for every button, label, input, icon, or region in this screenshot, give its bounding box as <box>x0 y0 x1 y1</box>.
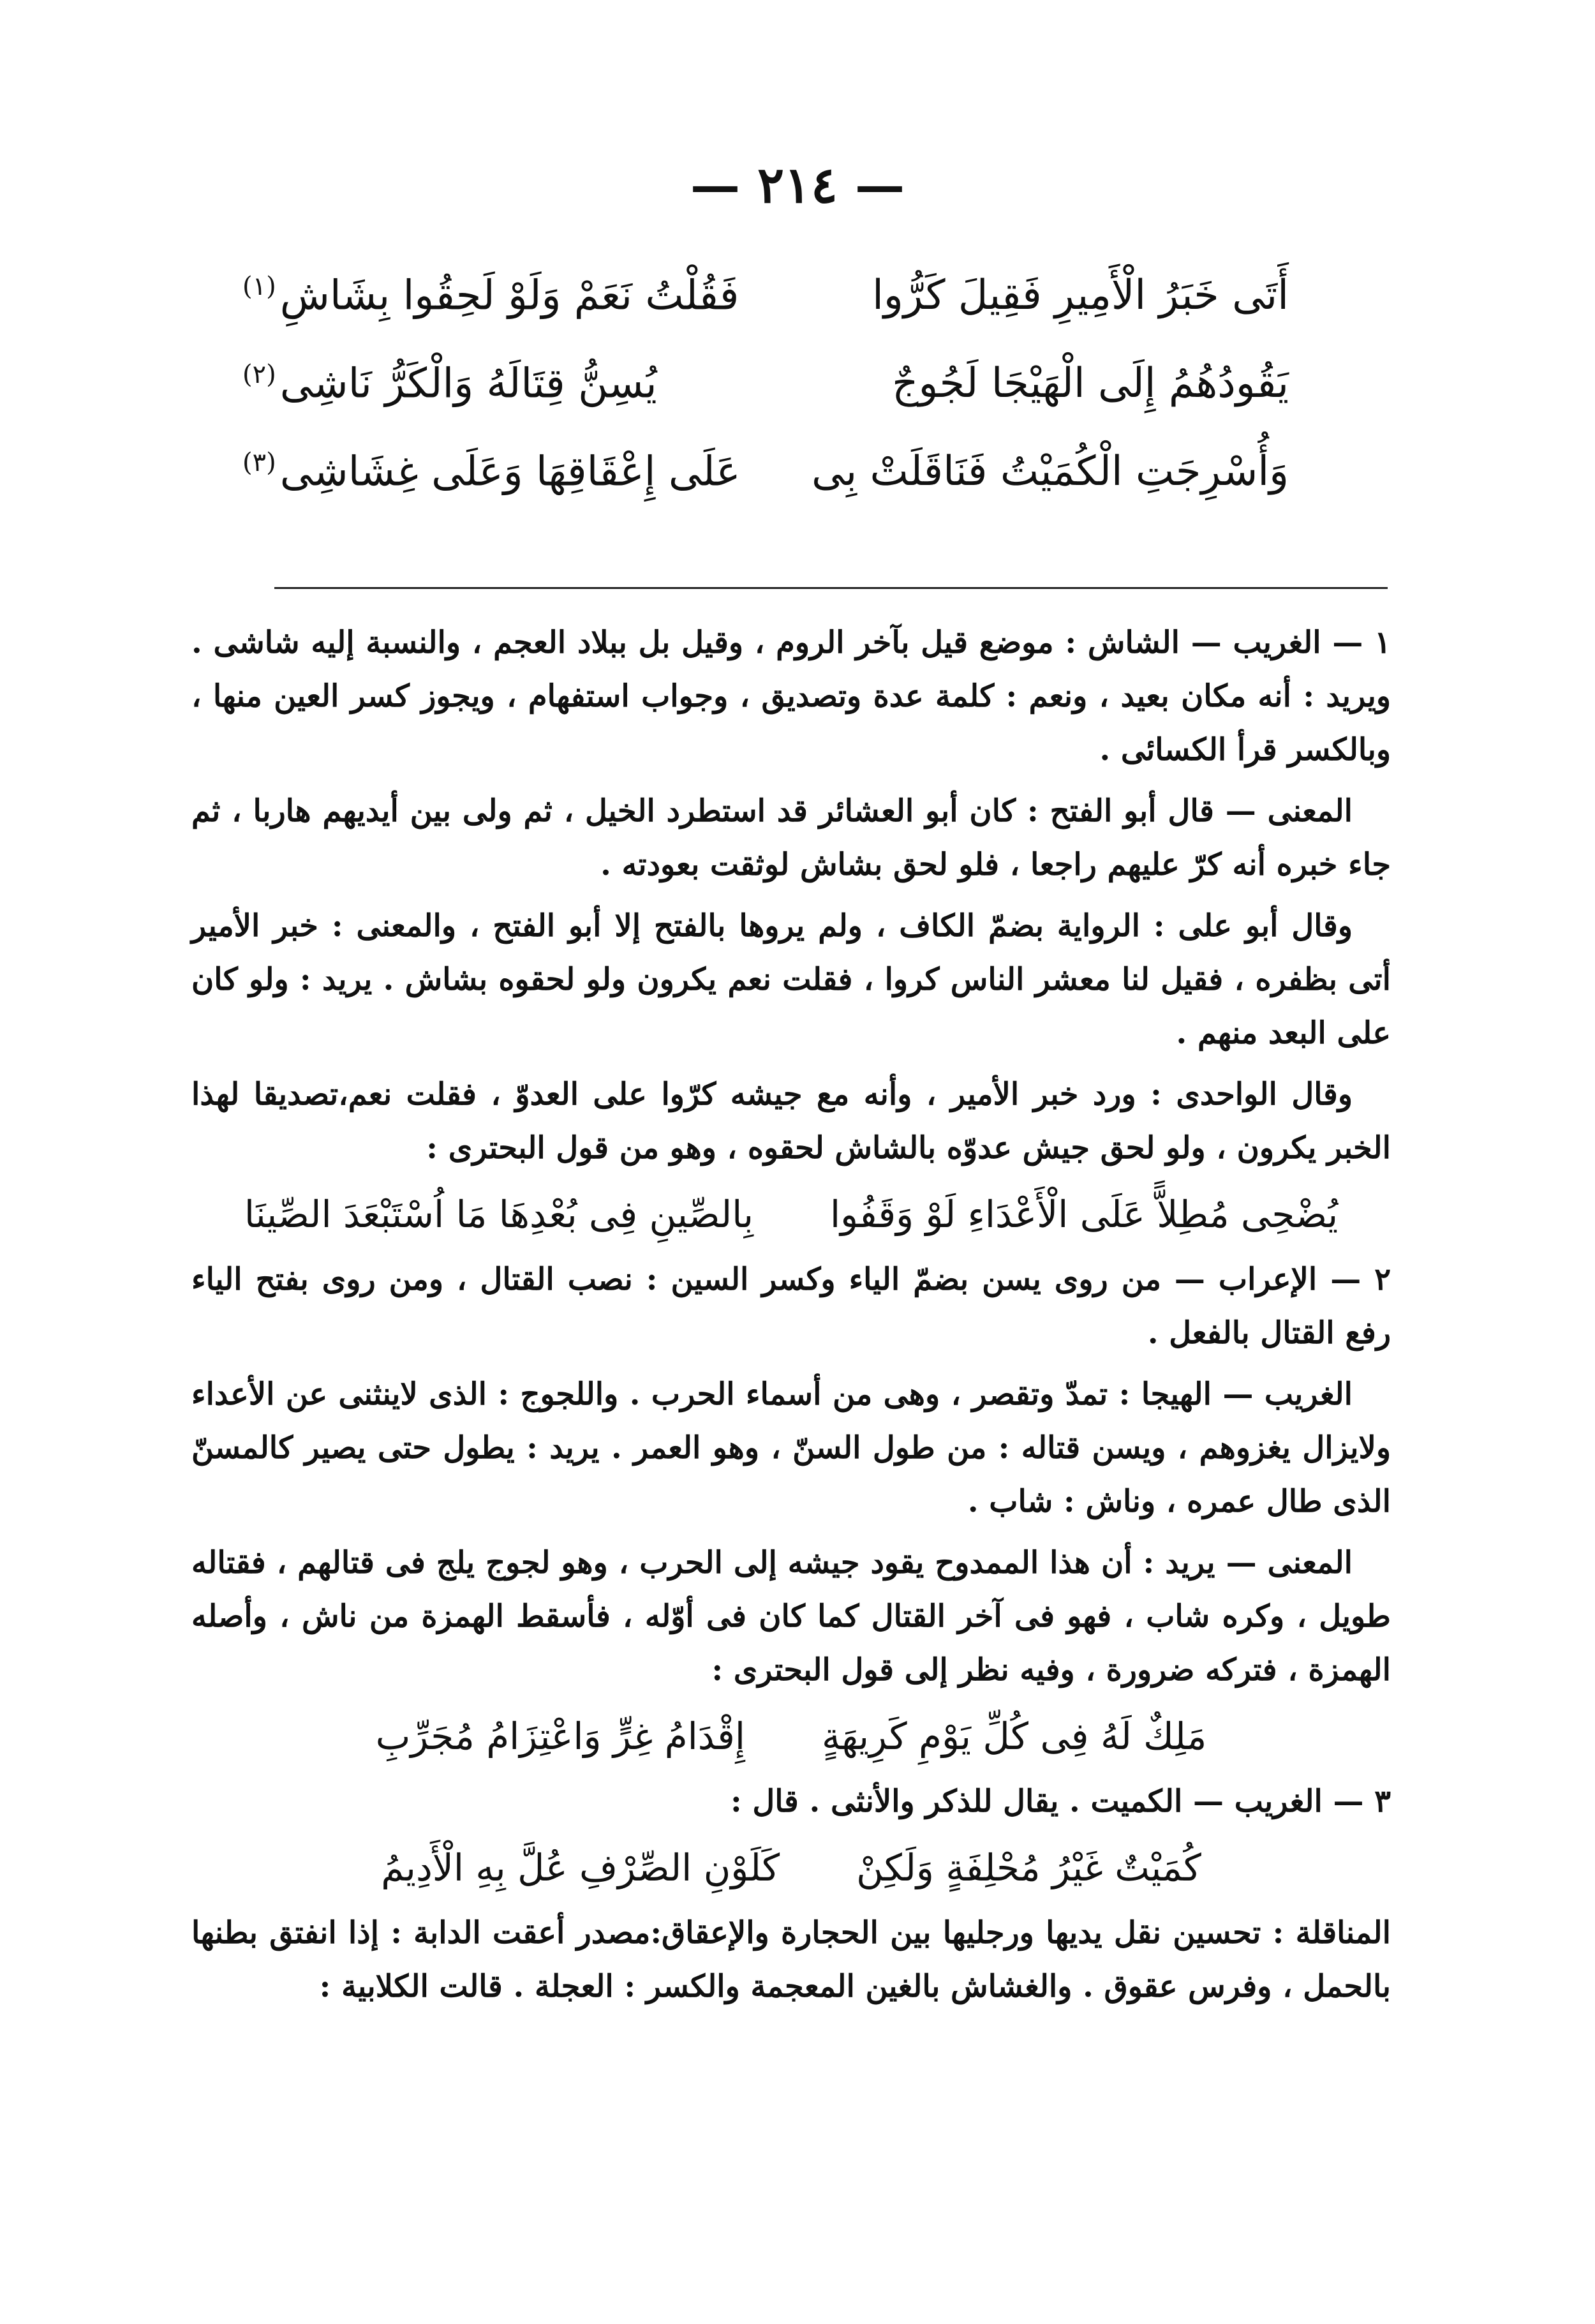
note-paragraph: الغريب — الهيجا : تمدّ وتقصر ، وهى من أسماء الحرب . واللجوج : الذى لاينثنى عن الأعداء ولايزال يغزوهم ، ويسن قتاله : من طول السنّ ، وهو العمر . يريد : يطول حتى يصير كالمسنّ الذى طال عمره ، وناش : شاب . <box>191 1376 1391 1519</box>
separator-rule <box>274 587 1388 589</box>
verse-second-hemistich: عَلَى إِعْقَاقِهَا وَعَلَى غِشَاشِى$^{(٣)}$ <box>242 448 741 496</box>
note-paragraph: وقال الواحدى : ورد خبر الأمير ، وأنه مع جيشه كرّوا على العدوّ ، فقلت نعم،تصديقا لهذا الخبر يكرون ، ولو لحق جيش عدوّه بالشاش لحقوه ، وهو من قول البحترى : <box>191 1076 1391 1166</box>
quoted-verse <box>191 1836 1391 1900</box>
poem-verses <box>242 242 1289 507</box>
note-paragraph: المعنى — قال أبو الفتح : كان أبو العشائر قد استطرد الخيل ، ثم ولى بين أيديهم هاربا ، ثم جاء خبره أنه كرّ عليهم راجعا ، فلو لحق بشاش لوثقت بعودته . <box>191 793 1391 883</box>
quoted-verse-second-hemistich: كَلَوْنِ الصِّرْفِ عُلَّ بِهِ الْأَدِيمُ <box>381 1846 780 1889</box>
quoted-verse-first-hemistich: يُضْحِى مُطِلاًّ عَلَى الْأَعْدَاءِ لَوْ وَقَفُوا <box>829 1193 1339 1236</box>
verse-second-hemistich: فَقُلْتُ نَعَمْ وَلَوْ لَحِقُوا بِشَاشِ$^{(١)}$ <box>242 272 739 320</box>
quoted-verse <box>191 1182 1391 1246</box>
quoted-verse <box>191 1704 1391 1768</box>
verse-first-hemistich: يَقُودُهُمُ إِلَى الْهَيْجَا لَجُوجٌ <box>892 360 1289 408</box>
quoted-verse-second-hemistich: إِقْدَامُ غِرٍّ وَاعْتِزَامُ مُجَرِّبِ <box>375 1715 746 1758</box>
verse-line <box>242 419 1289 507</box>
verse-line <box>242 331 1289 419</box>
footnote-marker: (٢) <box>242 360 276 389</box>
verse-line <box>242 242 1289 331</box>
note-paragraph: ٢ — الإعراب — من روى يسن بضمّ الياء وكسر السين : نصب القتال ، ومن روى بفتح الياء رفع القتال بالفعل . <box>191 1262 1391 1351</box>
verse-first-hemistich: أَتَى خَبَرُ الْأَمِيرِ فَقِيلَ كَرُّوا <box>872 272 1289 320</box>
note-paragraph: المناقلة : تحسين نقل يديها ورجليها بين الحجارة والإعقاق:مصدر أعقت الدابة : إذا انفتق بطنها بالحمل ، وفرس عقوق . والغشاش بالغين المعجمة والكسر : العجلة . قالت الكلابية : <box>191 1915 1391 2004</box>
quoted-verse-second-hemistich: بِالصِّينِ فِى بُعْدِهَا مَا اُسْتَبْعَدَ الصِّينَا <box>244 1193 753 1236</box>
note-paragraph: وقال أبو على : الرواية بضمّ الكاف ، ولم يروها بالفتح إلا أبو الفتح ، والمعنى : خبر الأمير أتى بظفره ، فقيل لنا معشر الناس كروا ، فقلت نعم يكرون ولو لحقوه بشاش . يريد : ولو كان على البعد منهم . <box>191 908 1391 1051</box>
page-number: — ٢١٤ — <box>690 156 905 214</box>
note-paragraph: المعنى — يريد : أن هذا الممدوح يقود جيشه إلى الحرب ، وهو لجوج يلج فى قتالهم ، فقتاله طويل ، وكره شاب ، فهو فى آخر القتال كما كان فى أوّله ، فأسقط الهمزة من ناش ، وأصله الهمزة ، فتركه ضرورة ، وفيه نظر إلى قول البحترى : <box>191 1545 1391 1688</box>
commentary-notes <box>191 616 1391 2021</box>
verse-second-hemistich: يُسِنُّ قِتَالَهُ وَالْكَرُّ نَاشِى$^{(٢)}$ <box>242 360 657 408</box>
note-paragraph: ٣ — الغريب — الكميت . يقال للذكر والأنثى . قال : <box>730 1784 1391 1819</box>
note-paragraph: ١ — الغريب — الشاش : موضع قيل بآخر الروم ، وقيل بل ببلاد العجم ، والنسبة إليه شاشى . ويريد : أنه مكان بعيد ، ونعم : كلمة عدة وتصديق ، وجواب استفهام ، ويجوز كسر العين منها ، وبالكسر قرأ الكسائى . <box>191 625 1391 768</box>
quoted-verse-first-hemistich: مَلِكٌ لَهُ فِى كُلِّ يَوْمِ كَرِيهَةٍ <box>822 1715 1207 1758</box>
verse-first-hemistich: وَأُسْرِجَتِ الْكُمَيْتُ فَنَاقَلَتْ بِى <box>811 448 1289 496</box>
footnote-marker: (٣) <box>242 448 276 477</box>
footnote-marker: (١) <box>242 272 276 301</box>
quoted-verse-first-hemistich: كُمَيْتٌ غَيْرُ مُحْلِفَةٍ وَلَكِنْ <box>856 1846 1201 1889</box>
